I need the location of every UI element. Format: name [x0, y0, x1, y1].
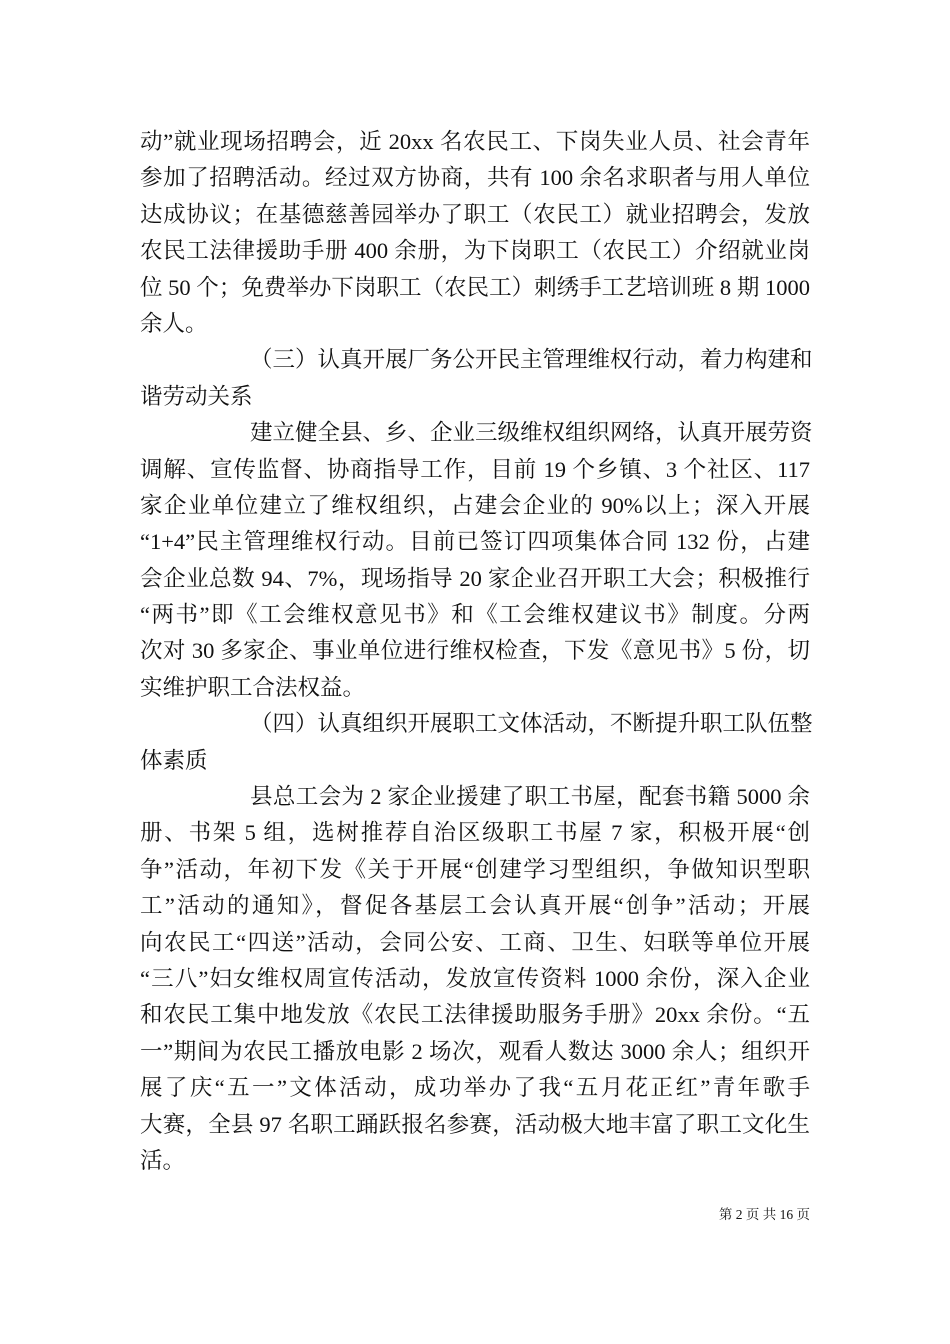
- text-line: 实维护职工合法权益。: [140, 674, 366, 700]
- text-line: 一”期间为农民工播放电影 2 场次，观看人数达 3000 余人；组织开: [140, 1038, 810, 1064]
- text-line: 家企业单位建立了维权组织，占建会企业的 90%以上；深入开展: [140, 492, 810, 518]
- text-line: 农民工法律援助手册 400 余册，为下岗职工（农民工）介绍就业岗: [140, 238, 810, 264]
- text-line: 参加了招聘活动。经过双方协商，共有 100 余名求职者与用人单位: [140, 165, 810, 191]
- text-line: 向农民工“四送”活动，会同公安、工商、卫生、妇联等单位开展: [140, 929, 810, 955]
- text-line: 活。: [140, 1147, 186, 1173]
- text-line: 调解、宣传监督、协商指导工作，目前 19 个乡镇、3 个社区、117: [140, 456, 810, 482]
- text-line: 建立健全县、乡、企业三级维权组织网络，认真开展劳资: [250, 420, 813, 446]
- text-line: 工”活动的通知》，督促各基层工会认真开展“创争”活动；开展: [140, 893, 810, 919]
- text-line: （四）认真组织开展职工文体活动，不断提升职工队伍整: [250, 711, 813, 737]
- document-body: [140, 124, 813, 1179]
- text-line: 争”活动，年初下发《关于开展“创建学习型组织，争做知识型职: [140, 856, 810, 882]
- text-line: 会企业总数 94、7%，现场指导 20 家企业召开职工大会；积极推行: [140, 565, 810, 591]
- text-line: 次对 30 多家企、事业单位进行维权检查，下发《意见书》5 份，切: [140, 638, 810, 664]
- text-line: 体素质: [140, 747, 208, 773]
- text-line: 动”就业现场招聘会，近 20xx 名农民工、下岗失业人员、社会青年: [140, 129, 810, 154]
- text-line: “1+4”民主管理维权行动。目前已签订四项集体合同 132 份，占建: [140, 529, 810, 555]
- text-line: 位 50 个；免费举办下岗职工（农民工）刺绣手工艺培训班 8 期 1000: [140, 274, 810, 300]
- page-number: 第 2 页 共 16 页: [718, 1207, 810, 1222]
- text-line: 展了庆“五一”文体活动，成功举办了我“五月花正红”青年歌手: [140, 1075, 810, 1101]
- text-line: 册、书架 5 组，选树推荐自治区级职工书屋 7 家，积极开展“创: [140, 820, 810, 846]
- text-line: （三）认真开展厂务公开民主管理维权行动，着力构建和: [250, 347, 813, 373]
- text-line: 余人。: [140, 310, 208, 336]
- text-line: 和农民工集中地发放《农民工法律援助服务手册》20xx 余份。“五: [140, 1002, 810, 1028]
- text-line: 县总工会为 2 家企业援建了职工书屋，配套书籍 5000 余: [250, 784, 810, 810]
- text-line: “三八”妇女维权周宣传活动，发放宣传资料 1000 余份，深入企业: [140, 965, 810, 991]
- text-line: 谐劳动关系: [140, 383, 253, 409]
- text-line: 达成协议；在基德慈善园举办了职工（农民工）就业招聘会，发放: [140, 201, 810, 227]
- text-line: “两书”即《工会维权意见书》和《工会维权建议书》制度。分两: [140, 602, 810, 628]
- text-line: 大赛，全县 97 名职工踊跃报名参赛，活动极大地丰富了职工文化生: [140, 1111, 810, 1137]
